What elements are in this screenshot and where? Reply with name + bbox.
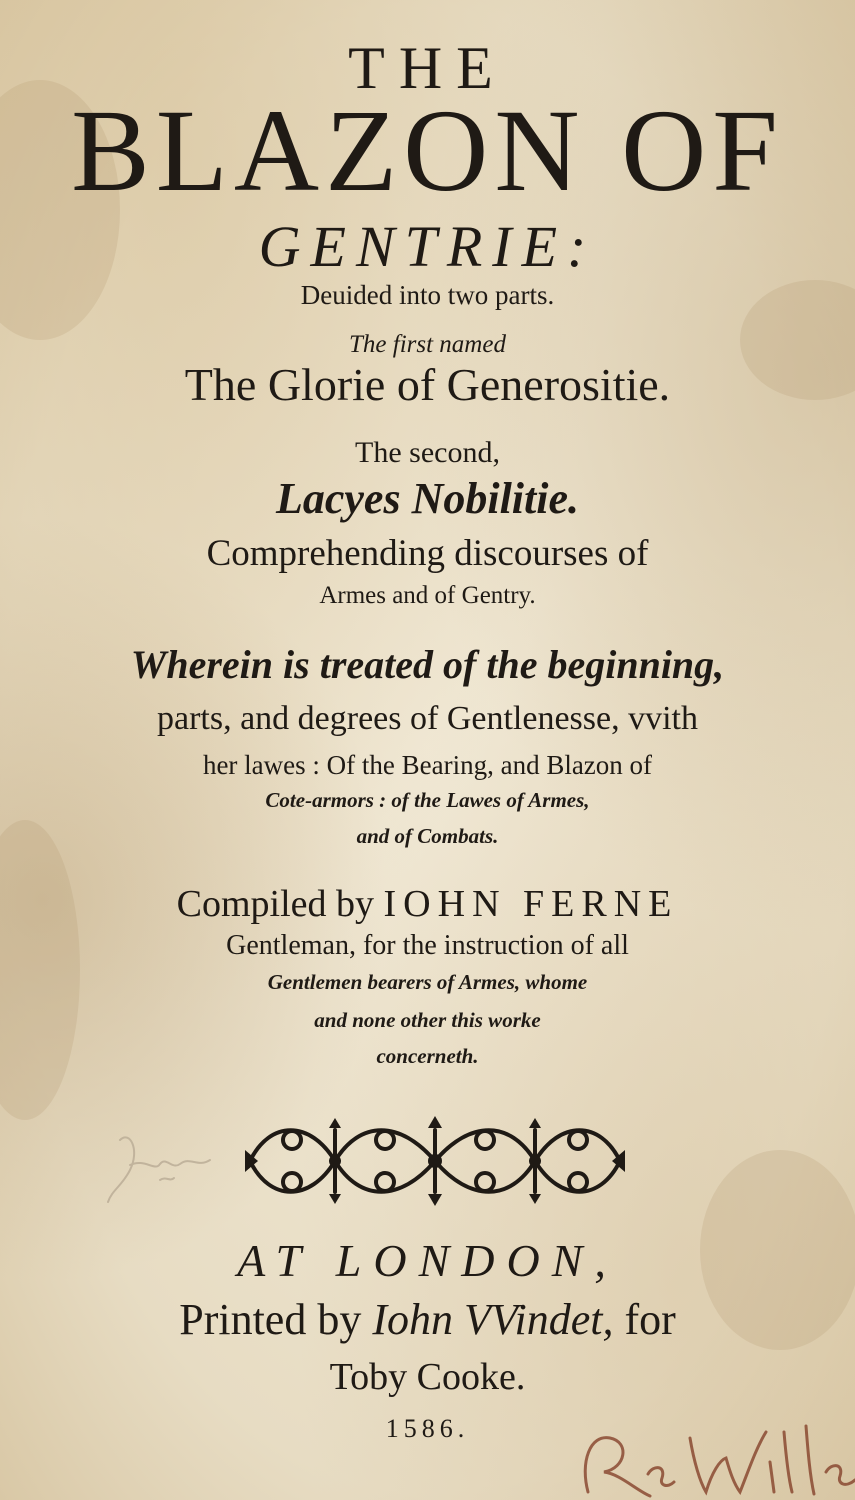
handwritten-signature: [570, 1412, 855, 1500]
printed-by-label: Printed by: [179, 1295, 362, 1344]
audience-line: Gentlemen bearers of Armes, whome: [267, 970, 588, 994]
description-wherein: Wherein is treated of the beginning,: [130, 642, 725, 687]
first-part-title: The Glorie of Generositie.: [184, 359, 671, 410]
printer-name: Iohn VVindet,: [372, 1295, 614, 1344]
description-comprehending: Comprehending discourses of: [206, 533, 649, 574]
author-description: Gentleman, for the instruction of all: [226, 930, 629, 961]
description-her-lawes: her lawes : Of the Bearing, and Blazon of: [202, 750, 653, 780]
author-line: [0, 885, 855, 923]
imprint-year: 1586.: [385, 1414, 470, 1443]
imprint-place: AT LONDON,: [237, 1235, 618, 1286]
author-name: IOHN FERNE: [383, 883, 679, 925]
description-parts-degrees: parts, and degrees of Gentlenesse, vvith: [157, 700, 698, 737]
faded-manuscript-mark: [100, 1120, 230, 1210]
description-combats: and of Combats.: [356, 824, 499, 848]
audience-line-2: and none other this worke: [314, 1008, 541, 1032]
first-part-label: The first named: [349, 331, 506, 358]
description-armes-gentry: Armes and of Gentry.: [319, 582, 536, 609]
for-label: for: [624, 1295, 676, 1344]
second-part-label: The second,: [355, 436, 500, 469]
imprint-bookseller: Toby Cooke.: [329, 1356, 526, 1398]
title-gentrie: GENTRIE:: [258, 214, 597, 279]
printers-ornament: [240, 1110, 630, 1212]
description-cote-armors: Cote-armors : of the Lawes of Armes,: [265, 788, 590, 812]
imprint-printer-line: [0, 1295, 855, 1344]
second-part-title: Lacyes Nobilitie.: [275, 474, 579, 523]
audience-line-3: concerneth.: [376, 1044, 479, 1068]
compiled-by-label: Compiled by: [176, 883, 375, 925]
title-blazon-of: BLAZON OF: [71, 85, 784, 216]
subtitle-deuided: Deuided into two parts.: [300, 280, 555, 310]
title-the: THE: [348, 35, 507, 101]
paper-stain: [0, 820, 80, 1120]
